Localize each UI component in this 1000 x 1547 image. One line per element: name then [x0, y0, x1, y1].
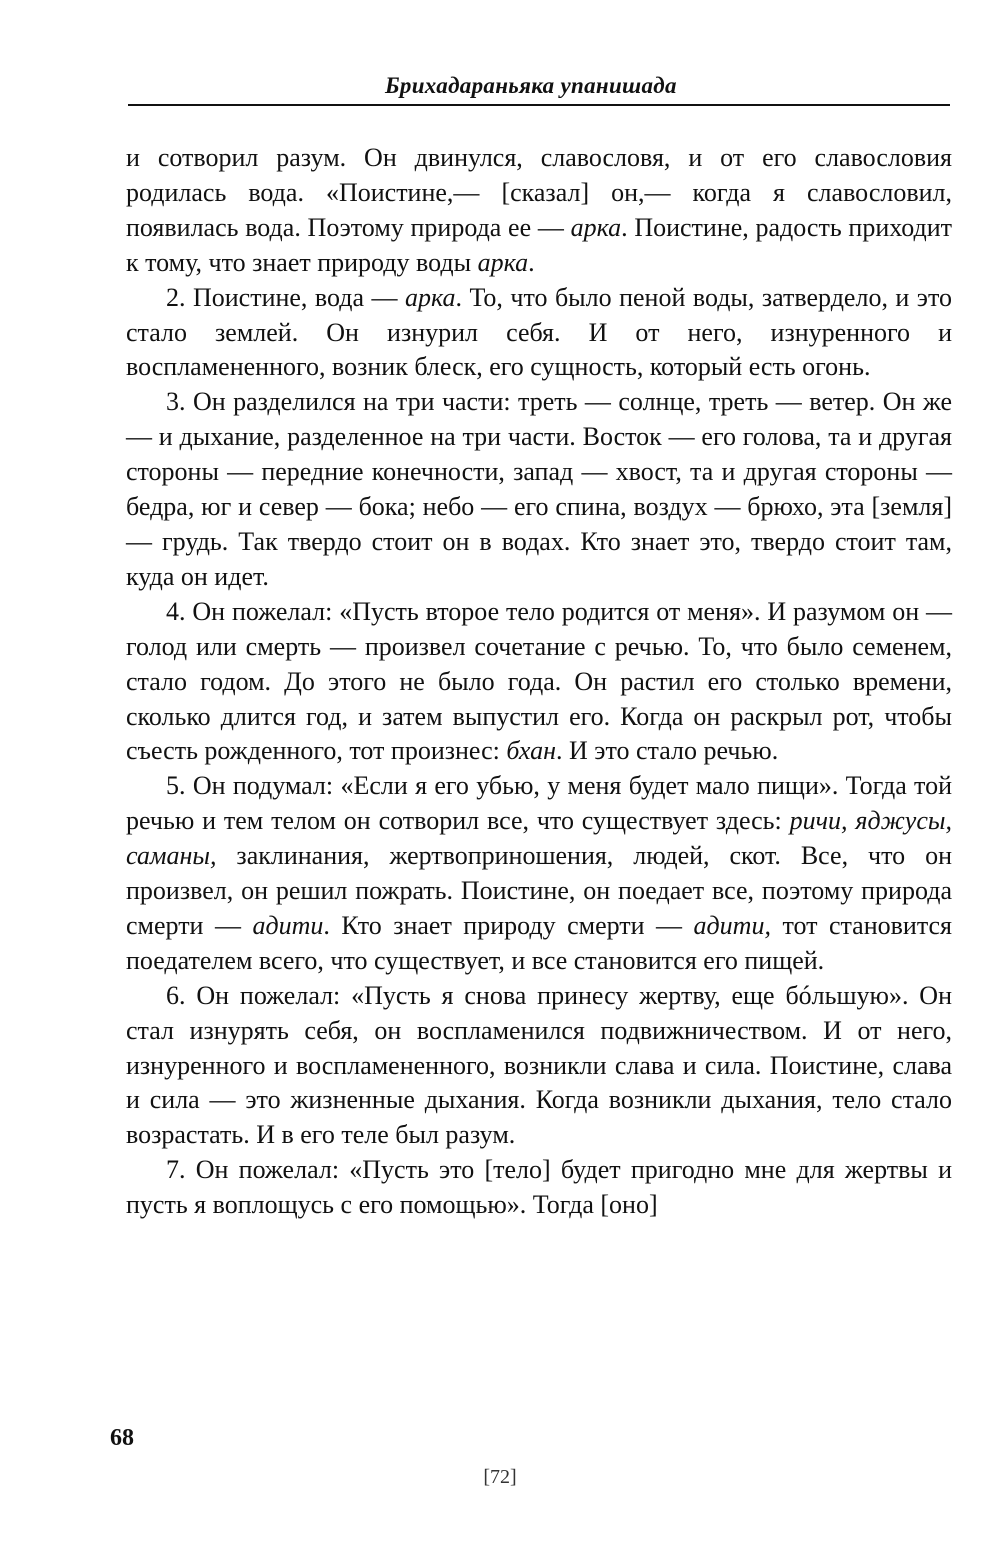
- paragraph: [126, 595, 952, 770]
- italic-term: бхан: [506, 736, 557, 766]
- text-run: . Кто знает природу смерти —: [323, 910, 694, 940]
- paragraph: [126, 141, 952, 281]
- text-run: заклинания, жертвоприношения, людей, скот. Все, что он произвел, он решил пожрать. Поистине, он поедает все, поэтому природа смерти —: [126, 841, 952, 940]
- text-run: тот становится поедателем всего, что существует, и все становится его пищей.: [126, 910, 953, 975]
- header-rule: [128, 104, 950, 106]
- text-run: и сотворил разум. Он двинулся, славословя, и от его славословия родилась вода. «Поистине,— [сказал] он,— когда я славословил, появилась вода. Поэтому природа ее —: [126, 143, 952, 242]
- italic-term: ричи, яджусы, саманы,: [126, 806, 952, 871]
- paragraph: [126, 281, 952, 386]
- italic-term: арка: [477, 247, 529, 277]
- text-run: . То, что было пеной воды, затвердело, и это стало землей. Он изнурил себя. И от него, изнуренного и воспламененного, возник блеск, его сущность, который есть огонь.: [126, 282, 952, 382]
- text-run: 5. Он подумал: «Если я его убью, у меня будет мало пищи». Тогда той речью и тем телом он сотворил все, что существует здесь:: [126, 771, 952, 836]
- italic-term: адити: [252, 910, 324, 940]
- text-run: .: [528, 247, 535, 277]
- text-run: 4. Он пожелал: «Пусть второе тело родится от меня». И разумом он — голод или смерть — произвел сочетание с речью. То, что было семенем, стало годом. До этого не было года. Он растил его столько времени, сколько длится год, и затем выпустил его. Когда он раскрыл рот, чтобы съесть рожденного, тот произнес:: [126, 596, 952, 766]
- paragraph: [126, 979, 952, 1154]
- paragraph: [126, 769, 952, 978]
- text-run: . Поистине, радость приходит к тому, что знает природу воды: [126, 212, 953, 277]
- italic-term: арка: [570, 212, 622, 242]
- text-run: . И это стало речью.: [556, 736, 779, 766]
- text-run: 3. Он разделился на три части: треть — солнце, треть — ветер. Он же — и дыхание, разделенное на три части. Восток — его голова, та и другая стороны — передние конечности, запад — хвост, та и другая стороны — бедра, юг и север — бока; небо — его спина, воздух — брюхо, эта [земля] — грудь. Так твердо стоит он в водах. Кто знает это, твердо стоит там, куда он идет.: [126, 387, 952, 591]
- italic-term: арка: [404, 282, 456, 312]
- text-run: 7. Он пожелал: «Пусть это [тело] будет пригодно мне для жертвы и пусть я воплощусь с его помощью». Тогда [оно]: [126, 1155, 952, 1220]
- paragraph: [126, 1153, 952, 1223]
- text-run: 2. Поистине, вода —: [166, 282, 405, 312]
- paragraph: [126, 385, 952, 594]
- text-run: 6. Он пожелал: «Пусть я снова принесу жертву, еще бóльшую». Он стал изнурять себя, он воспламенился подвижничеством. И от него, изнуренного и воспламененного, возникли слава и сила. Поистине, слава и сила — это жизненные дыхания. Когда возникли дыхания, тело стало возрастать. И в его теле был разум.: [126, 980, 952, 1150]
- text-body: [126, 141, 952, 1223]
- italic-term: адити,: [693, 910, 771, 940]
- scan-index: [72]: [483, 1466, 517, 1488]
- page-number: 68: [110, 1425, 134, 1451]
- running-title: Брихадараньяка упанишада: [385, 73, 677, 98]
